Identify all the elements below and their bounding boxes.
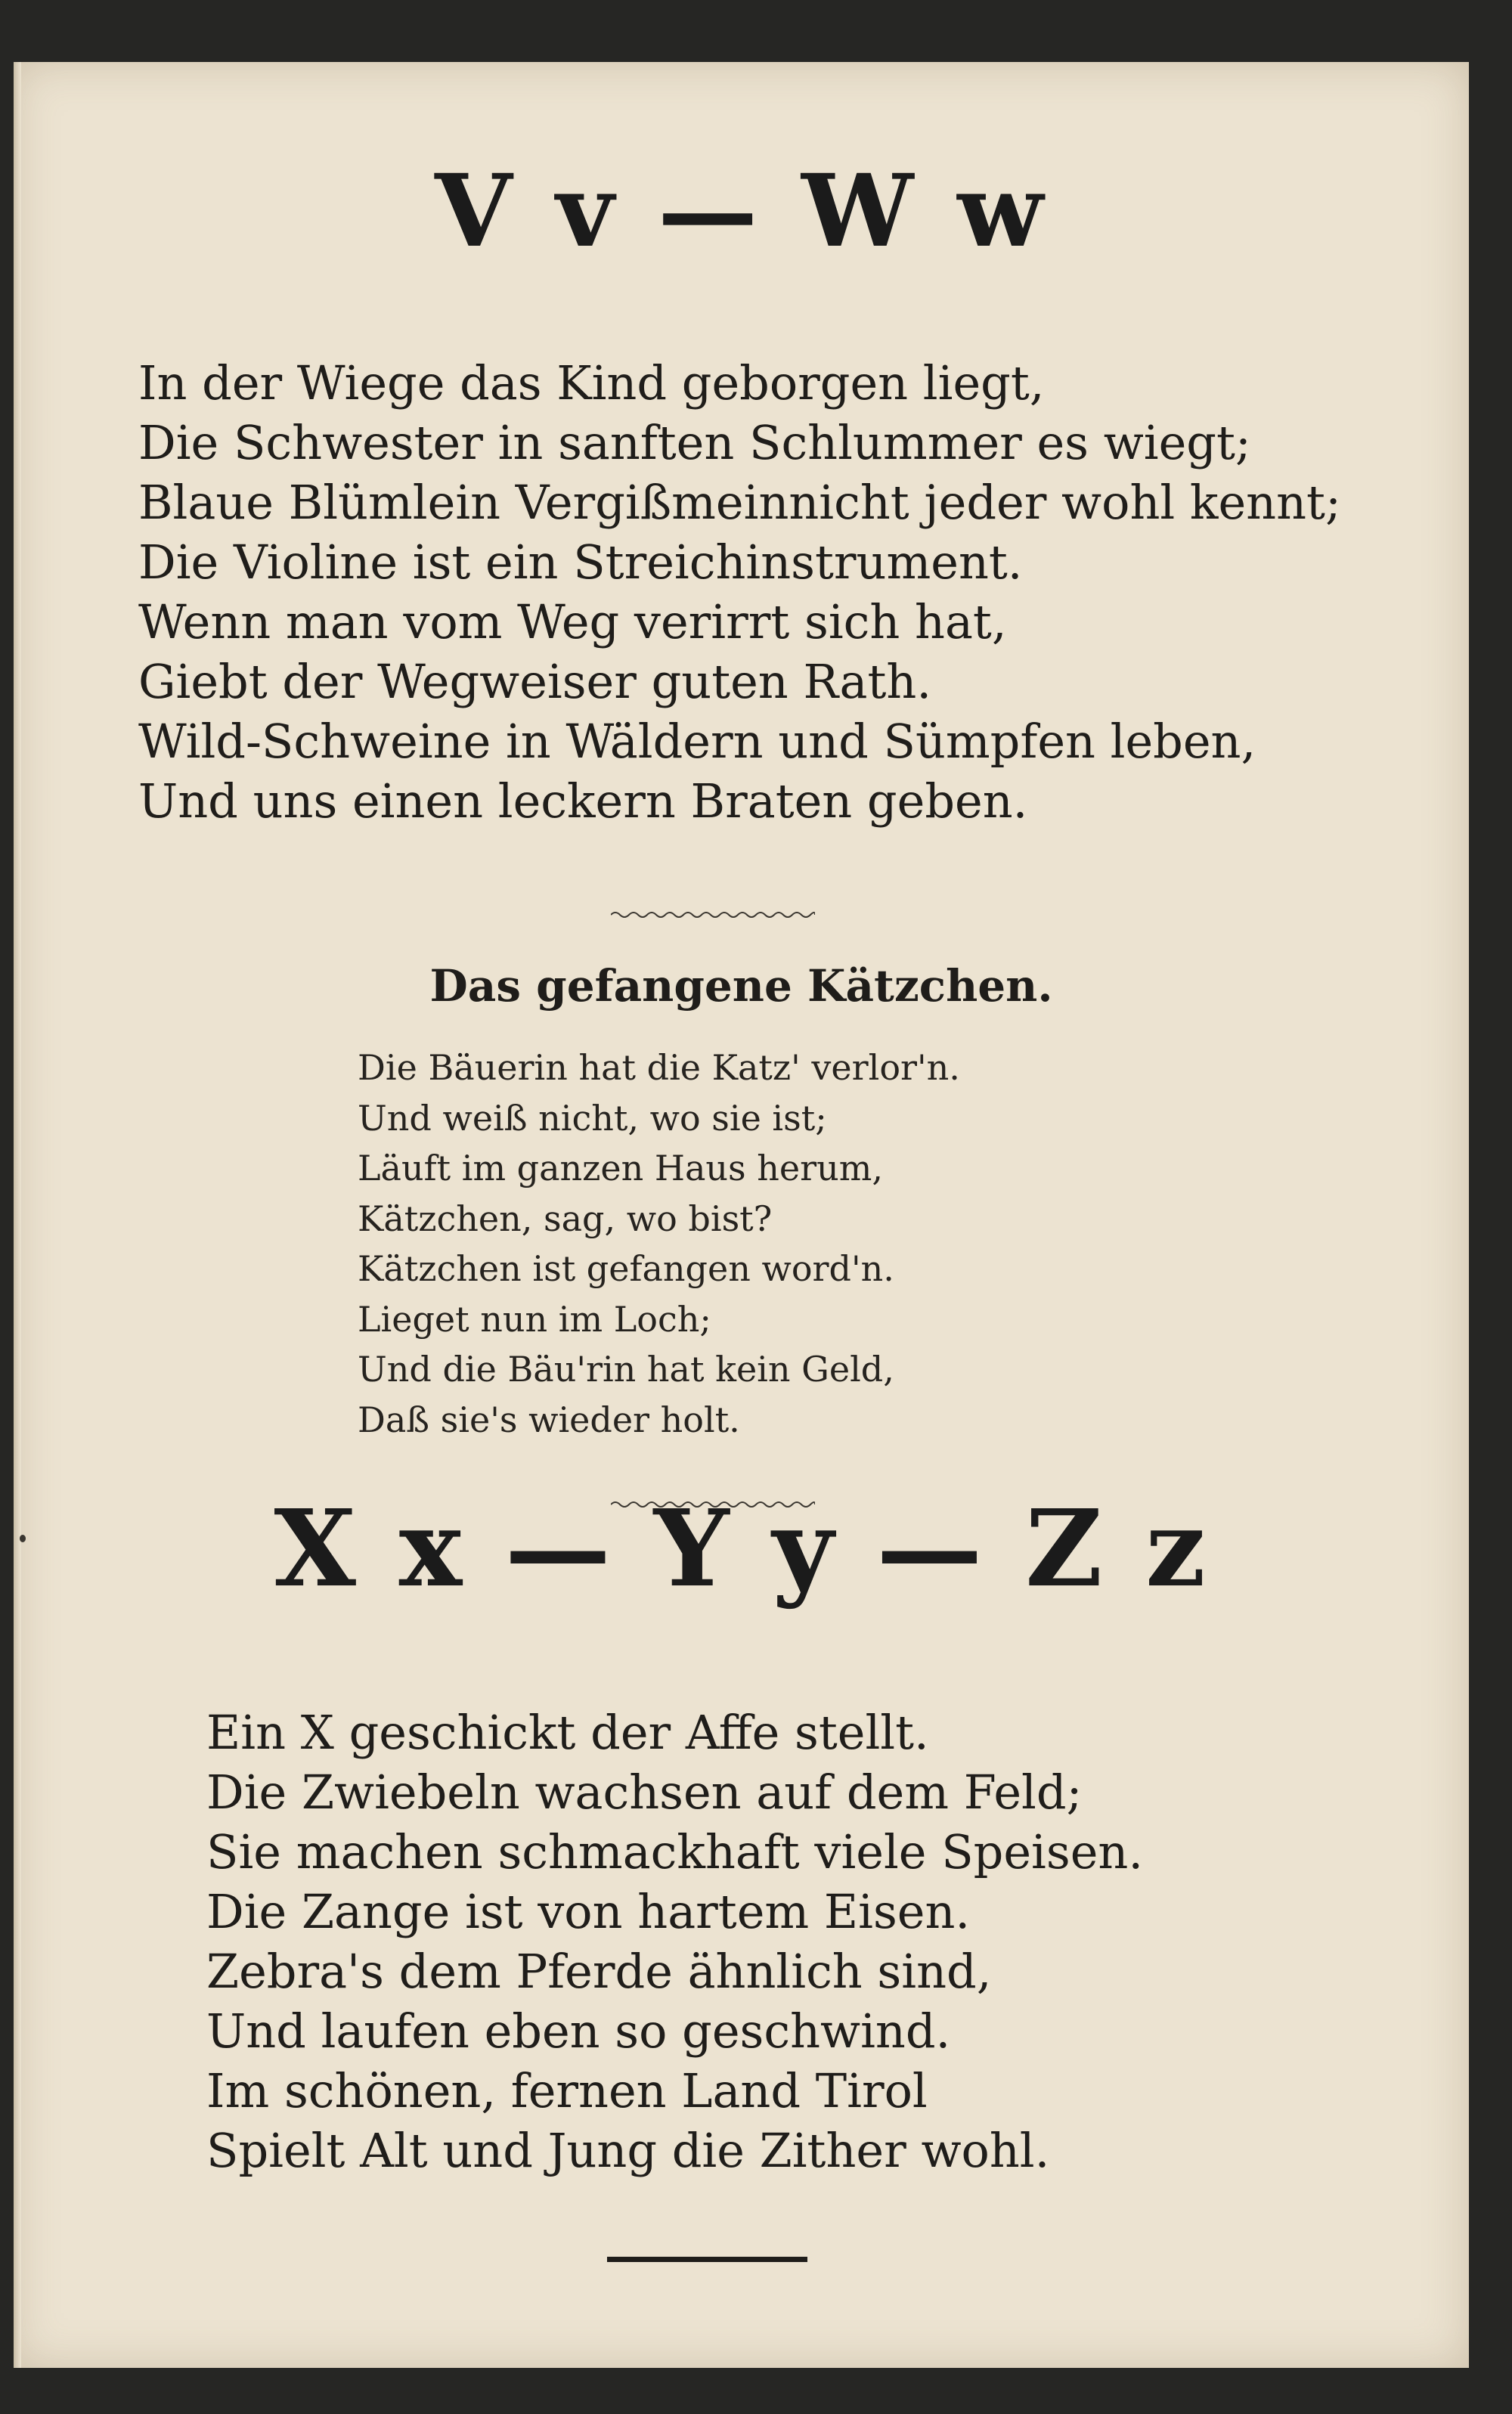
verse-xyz xyxy=(206,1703,1143,2180)
poem-line: Und die Bäu'rin hat kein Geld, xyxy=(358,1349,894,1390)
poem-line: Daß sie's wieder holt. xyxy=(358,1399,740,1440)
verse-line: Zebra's dem Pferde ähnlich sind, xyxy=(206,1944,992,1999)
verse-line: Ein X geschickt der Affe stellt. xyxy=(206,1705,929,1760)
verse-line: Die Zwiebeln wachsen auf dem Feld; xyxy=(206,1765,1083,1820)
page-edge xyxy=(14,62,21,2368)
verse-line: Giebt der Wegweiser guten Rath. xyxy=(138,654,932,709)
verse-line: Sie machen schmackhaft viele Speisen. xyxy=(206,1824,1144,1879)
verse-line: Im schönen, fernen Land Tirol xyxy=(206,2063,928,2118)
poem-title: Das gefangene Kätzchen. xyxy=(429,960,1053,1012)
wavy-divider xyxy=(611,909,815,921)
section-heading-vw: V v — W w xyxy=(435,153,1048,270)
verse-line: In der Wiege das Kind geborgen liegt, xyxy=(138,355,1045,411)
verse-line: Wenn man vom Weg verirrt sich hat, xyxy=(138,594,1007,649)
poem-body xyxy=(358,1043,960,1445)
poem-line: Die Bäuerin hat die Katz' verlor'n. xyxy=(358,1047,960,1088)
poem-line: Und weiß nicht, wo sie ist; xyxy=(358,1097,827,1139)
poem-line: Läuft im ganzen Haus herum, xyxy=(358,1148,883,1188)
verse-line: Spielt Alt und Jung die Zither wohl. xyxy=(206,2123,1050,2178)
verse-line: Und uns einen leckern Braten geben. xyxy=(138,773,1028,829)
verse-line: Die Violine ist ein Streichinstrument. xyxy=(138,535,1023,590)
book-page xyxy=(14,62,1469,2368)
poem-line: Kätzchen ist gefangen word'n. xyxy=(358,1248,894,1289)
poem-line: Lieget nun im Loch; xyxy=(358,1298,711,1340)
verse-line: Wild-Schweine in Wäldern und Sümpfen leben, xyxy=(138,714,1256,769)
verse-line: Die Schwester in sanften Schlummer es wiegt; xyxy=(138,415,1251,470)
verse-line: Und laufen eben so geschwind. xyxy=(206,2003,951,2059)
section-heading-xyz: X x — Y y — Z z xyxy=(274,1487,1209,1611)
end-rule xyxy=(607,2257,807,2262)
verse-line: Die Zange ist von hartem Eisen. xyxy=(206,1884,971,1939)
verse-line: Blaue Blümlein Vergißmeinnicht jeder wohl kennt; xyxy=(138,475,1341,530)
poem-line: Kätzchen, sag, wo bist? xyxy=(358,1198,773,1239)
verse-vw xyxy=(138,353,1341,831)
